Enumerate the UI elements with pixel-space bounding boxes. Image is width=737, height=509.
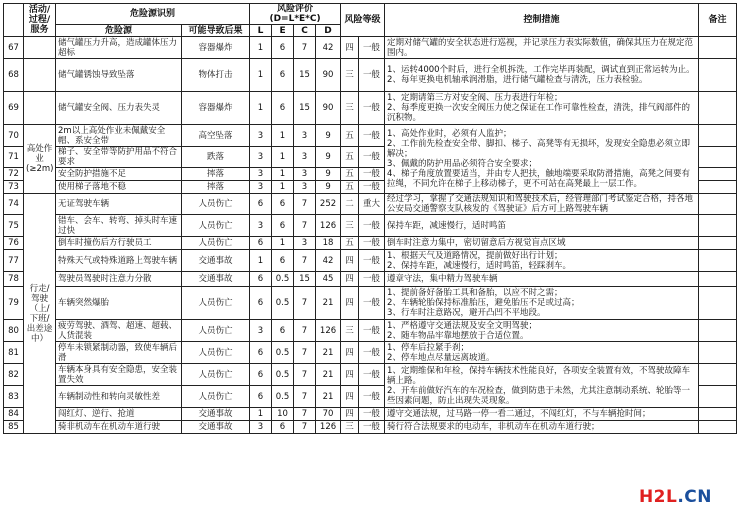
- hazard-cell: 闯红灯、逆行、抢道: [56, 408, 182, 421]
- row-number: 72: [4, 168, 24, 181]
- risk-grade: 五: [341, 237, 359, 250]
- risk-level: 一般: [359, 215, 385, 237]
- note-cell: [699, 181, 737, 194]
- control-measure: 遵章守法，集中精力驾驶车辆: [385, 272, 699, 287]
- C-value: 7: [294, 364, 316, 386]
- hazard-cell: 梯子、安全带等防护用品不符合要求: [56, 147, 182, 168]
- risk-grade: 五: [341, 168, 359, 181]
- row-number: 83: [4, 386, 24, 408]
- risk-grade: 三: [341, 59, 359, 92]
- header-C: C: [294, 25, 316, 37]
- C-value: 7: [294, 408, 316, 421]
- risk-level: 一般: [359, 272, 385, 287]
- hazard-cell: 车辆突然爆胎: [56, 287, 182, 320]
- row-number: 84: [4, 408, 24, 421]
- table-row: [4, 408, 737, 421]
- header-hazard: 危险源: [56, 25, 182, 37]
- L-value: 6: [250, 386, 272, 408]
- E-value: 6: [272, 250, 294, 272]
- consequence-cell: 跌落: [182, 147, 250, 168]
- note-cell: [699, 168, 737, 181]
- L-value: 6: [250, 194, 272, 215]
- L-value: 3: [250, 147, 272, 168]
- risk-level: 一般: [359, 320, 385, 342]
- control-measure: 经过学习，掌握了交通法规知识和驾驶技术后，经管理部门考试鉴定合格，持各地公安局交通警察支队核发的《驾驶证》后方可上路驾驶车辆: [385, 194, 699, 215]
- C-value: 15: [294, 92, 316, 125]
- note-cell: [699, 386, 737, 408]
- note-cell: [699, 237, 737, 250]
- activity-cell: [24, 59, 56, 92]
- L-value: 6: [250, 342, 272, 364]
- risk-level: 一般: [359, 125, 385, 147]
- activity-group-label: 高处作业(≥2m): [24, 125, 56, 194]
- risk-grade: 三: [341, 92, 359, 125]
- table-row: [4, 215, 737, 237]
- row-number: 79: [4, 287, 24, 320]
- header-no: [4, 4, 24, 37]
- L-value: 3: [250, 215, 272, 237]
- D-value: 252: [316, 194, 341, 215]
- C-value: 7: [294, 37, 316, 59]
- L-value: 1: [250, 92, 272, 125]
- C-value: 7: [294, 194, 316, 215]
- control-measure: 1、定期维保和年检，保持车辆技术性能良好，各项安全装置有效，不驾驶故障车辆上路。 2、开车前做好汽车的车况检查，做到防患于未然，尤其注意制动系统、轮胎等一些因素问题，防止出现失灵现象。: [385, 364, 699, 408]
- note-cell: [699, 125, 737, 147]
- control-measure: 1、高处作业时，必须有人监护； 2、工作前先检查安全带、脚扣、梯子、高凳等有无损坏，发现安全隐患必须立即解决； 3、佩戴的防护用品必须符合安全要求； 4、梯子角度放置要适当，并由专人把扶，触地端要采取防滑措施，高凳之间要有拉绳，不同允许在梯子上移动梯子，更不可站在高凳最上一层工作。: [385, 125, 699, 194]
- risk-grade: 四: [341, 287, 359, 320]
- consequence-cell: 人员伤亡: [182, 194, 250, 215]
- table-row: [4, 342, 737, 364]
- hazard-cell: 骑非机动车在机动车道行驶: [56, 421, 182, 434]
- C-value: 3: [294, 147, 316, 168]
- control-measure: 保持车距，减速慢行，适时鸣笛: [385, 215, 699, 237]
- D-value: 9: [316, 181, 341, 194]
- note-cell: [699, 408, 737, 421]
- header-L: L: [250, 25, 272, 37]
- consequence-cell: 容器爆炸: [182, 92, 250, 125]
- note-cell: [699, 215, 737, 237]
- row-number: 75: [4, 215, 24, 237]
- consequence-cell: 高空坠落: [182, 125, 250, 147]
- note-cell: [699, 320, 737, 342]
- D-value: 42: [316, 37, 341, 59]
- E-value: 0.5: [272, 287, 294, 320]
- E-value: 0.5: [272, 272, 294, 287]
- hazard-cell: 错车、会车、转弯、掉头时车速过快: [56, 215, 182, 237]
- L-value: 3: [250, 168, 272, 181]
- row-number: 82: [4, 364, 24, 386]
- risk-level: 一般: [359, 342, 385, 364]
- consequence-cell: 人员伤亡: [182, 287, 250, 320]
- consequence-cell: 摔落: [182, 181, 250, 194]
- header-level: 风险等级: [341, 4, 385, 37]
- D-value: 18: [316, 237, 341, 250]
- header-control: 控制措施: [385, 4, 699, 37]
- table-row: [4, 194, 737, 215]
- hazard-cell: 倒车时撞伤后方行驶员工: [56, 237, 182, 250]
- table-row: [4, 92, 737, 125]
- risk-level: 一般: [359, 421, 385, 434]
- D-value: 90: [316, 59, 341, 92]
- C-value: 7: [294, 421, 316, 434]
- note-cell: [699, 342, 737, 364]
- header-D: D: [316, 25, 341, 37]
- risk-grade: 四: [341, 408, 359, 421]
- hazard-cell: 停车未锁紧制动器，致使车辆后滑: [56, 342, 182, 364]
- header-activity: 活动/过程/服务: [24, 4, 56, 37]
- consequence-cell: 交通事故: [182, 421, 250, 434]
- header-hazard-id: 危险源识别: [56, 4, 250, 25]
- consequence-cell: 人员伤亡: [182, 215, 250, 237]
- D-value: 9: [316, 168, 341, 181]
- D-value: 42: [316, 250, 341, 272]
- D-value: 126: [316, 320, 341, 342]
- D-value: 126: [316, 215, 341, 237]
- E-value: 1: [272, 147, 294, 168]
- risk-level: 一般: [359, 408, 385, 421]
- risk-level: 一般: [359, 364, 385, 386]
- D-value: 21: [316, 287, 341, 320]
- row-number: 80: [4, 320, 24, 342]
- L-value: 6: [250, 272, 272, 287]
- D-value: 9: [316, 147, 341, 168]
- E-value: 6: [272, 194, 294, 215]
- control-measure: 1、定期请第三方对安全阀、压力表进行年检； 2、每季度更换一次安全阀压力使之保证在工作可靠性检查，清洗，排气阀部件的沉积物。: [385, 92, 699, 125]
- risk-grade: 三: [341, 215, 359, 237]
- L-value: 6: [250, 364, 272, 386]
- L-value: 3: [250, 421, 272, 434]
- note-cell: [699, 194, 737, 215]
- E-value: 10: [272, 408, 294, 421]
- control-measure: 倒车时注意力集中，密切留意后方视觉盲点区域: [385, 237, 699, 250]
- note-cell: [699, 147, 737, 168]
- risk-register-sheet: [3, 3, 727, 434]
- C-value: 3: [294, 181, 316, 194]
- consequence-cell: 人员伤亡: [182, 386, 250, 408]
- E-value: 1: [272, 237, 294, 250]
- hazard-cell: 车辆制动性和转向灵敏性差: [56, 386, 182, 408]
- C-value: 3: [294, 237, 316, 250]
- L-value: 6: [250, 287, 272, 320]
- risk-grade: 五: [341, 125, 359, 147]
- header-note: 备注: [699, 4, 737, 37]
- risk-grade: 五: [341, 147, 359, 168]
- D-value: 90: [316, 92, 341, 125]
- E-value: 6: [272, 59, 294, 92]
- hazard-cell: 储气罐安全阀、压力表失灵: [56, 92, 182, 125]
- note-cell: [699, 59, 737, 92]
- table-row: [4, 272, 737, 287]
- risk-level: 一般: [359, 181, 385, 194]
- header-consequence: 可能导致后果: [182, 25, 250, 37]
- row-number: 76: [4, 237, 24, 250]
- risk-grade: 三: [341, 320, 359, 342]
- L-value: 1: [250, 250, 272, 272]
- risk-grade: 四: [341, 342, 359, 364]
- L-value: 1: [250, 408, 272, 421]
- D-value: 70: [316, 408, 341, 421]
- L-value: 6: [250, 237, 272, 250]
- row-number: 71: [4, 147, 24, 168]
- E-value: 6: [272, 92, 294, 125]
- risk-level: 一般: [359, 37, 385, 59]
- table-row: [4, 125, 737, 147]
- hazard-cell: 2m以上高处作业未佩戴安全帽、系安全带: [56, 125, 182, 147]
- row-number: 74: [4, 194, 24, 215]
- risk-grade: 二: [341, 194, 359, 215]
- hazard-cell: 特殊天气或特殊道路上驾驶车辆: [56, 250, 182, 272]
- C-value: 7: [294, 250, 316, 272]
- note-cell: [699, 421, 737, 434]
- consequence-cell: 人员伤亡: [182, 342, 250, 364]
- note-cell: [699, 92, 737, 125]
- note-cell: [699, 287, 737, 320]
- risk-level: 一般: [359, 386, 385, 408]
- risk-level: 一般: [359, 287, 385, 320]
- risk-grade: 四: [341, 37, 359, 59]
- consequence-cell: 人员伤亡: [182, 320, 250, 342]
- watermark-logo: H2L.CN: [638, 487, 712, 507]
- risk-grade: 四: [341, 250, 359, 272]
- table-row: [4, 37, 737, 59]
- L-value: 3: [250, 181, 272, 194]
- control-measure: 骑行符合法规要求的电动车，非机动车在机动车道行驶；: [385, 421, 699, 434]
- L-value: 1: [250, 37, 272, 59]
- risk-level: 一般: [359, 237, 385, 250]
- E-value: 1: [272, 168, 294, 181]
- table-row: [4, 250, 737, 272]
- control-measure: 1、运转4000个时后，进行全机拆洗，工作完毕再装配，调试直到正常运转为止。 2、每年更换电机轴承润滑脂，进行储气罐检查与清洗，压力表检验。: [385, 59, 699, 92]
- C-value: 3: [294, 168, 316, 181]
- hazard-cell: 疲劳驾驶、酒驾、超速、超载、人货混装: [56, 320, 182, 342]
- activity-cell: [24, 92, 56, 125]
- row-number: 73: [4, 181, 24, 194]
- control-measure: 1、停车后拉紧手刹； 2、停车地点尽量远离坡道。: [385, 342, 699, 364]
- L-value: 3: [250, 125, 272, 147]
- table-row: [4, 237, 737, 250]
- C-value: 15: [294, 272, 316, 287]
- activity-cell: [24, 37, 56, 59]
- hazard-cell: 安全防护措施不足: [56, 168, 182, 181]
- header-risk-eval: 风险评价(D=L*E*C): [250, 4, 341, 25]
- C-value: 3: [294, 125, 316, 147]
- E-value: 6: [272, 320, 294, 342]
- table-row: [4, 320, 737, 342]
- activity-group-label: 行走/驾驶（上/下班/出差途中）: [24, 194, 56, 434]
- risk-level: 一般: [359, 250, 385, 272]
- E-value: 6: [272, 215, 294, 237]
- note-cell: [699, 37, 737, 59]
- consequence-cell: 交通事故: [182, 272, 250, 287]
- note-cell: [699, 250, 737, 272]
- D-value: 21: [316, 342, 341, 364]
- consequence-cell: 容器爆炸: [182, 37, 250, 59]
- D-value: 9: [316, 125, 341, 147]
- D-value: 126: [316, 421, 341, 434]
- risk-grade: 四: [341, 386, 359, 408]
- table-row: [4, 287, 737, 320]
- risk-grade: 五: [341, 181, 359, 194]
- row-number: 70: [4, 125, 24, 147]
- hazard-cell: 无证驾驶车辆: [56, 194, 182, 215]
- C-value: 15: [294, 59, 316, 92]
- risk-table: [3, 3, 737, 434]
- D-value: 21: [316, 386, 341, 408]
- row-number: 77: [4, 250, 24, 272]
- risk-level: 一般: [359, 168, 385, 181]
- row-number: 85: [4, 421, 24, 434]
- hazard-cell: 储气罐锈蚀导致坠落: [56, 59, 182, 92]
- D-value: 21: [316, 364, 341, 386]
- D-value: 45: [316, 272, 341, 287]
- C-value: 7: [294, 215, 316, 237]
- table-row: [4, 364, 737, 386]
- E-value: 1: [272, 181, 294, 194]
- E-value: 0.5: [272, 342, 294, 364]
- hazard-cell: 驾驶员驾驶时注意力分散: [56, 272, 182, 287]
- row-number: 67: [4, 37, 24, 59]
- control-measure: 1、根据天气及道路情况，提前做好出行计划； 2、保持车距，减速慢行，适时鸣笛，轻踩刹车。: [385, 250, 699, 272]
- note-cell: [699, 364, 737, 386]
- hazard-cell: 储气罐压力升高，造成罐体压力超标: [56, 37, 182, 59]
- row-number: 78: [4, 272, 24, 287]
- header-E: E: [272, 25, 294, 37]
- row-number: 69: [4, 92, 24, 125]
- C-value: 7: [294, 342, 316, 364]
- L-value: 1: [250, 59, 272, 92]
- consequence-cell: 交通事故: [182, 408, 250, 421]
- C-value: 7: [294, 386, 316, 408]
- risk-level: 一般: [359, 92, 385, 125]
- table-row: [4, 421, 737, 434]
- E-value: 6: [272, 37, 294, 59]
- row-number: 81: [4, 342, 24, 364]
- L-value: 3: [250, 320, 272, 342]
- E-value: 0.5: [272, 386, 294, 408]
- hazard-cell: 使用梯子落地不稳: [56, 181, 182, 194]
- consequence-cell: 交通事故: [182, 250, 250, 272]
- control-measure: 定期对储气罐的安全状态进行巡视，并记录压力表实际数值，确保其压力在规定范围内。: [385, 37, 699, 59]
- note-cell: [699, 272, 737, 287]
- E-value: 0.5: [272, 364, 294, 386]
- risk-level: 一般: [359, 59, 385, 92]
- hazard-cell: 车辆本身具有安全隐患，安全装置失效: [56, 364, 182, 386]
- risk-grade: 三: [341, 421, 359, 434]
- control-measure: 1、严格遵守交通法规及安全文明驾驶； 2、随车物品牢靠地摆放于合适位置。: [385, 320, 699, 342]
- row-number: 68: [4, 59, 24, 92]
- consequence-cell: 人员伤亡: [182, 364, 250, 386]
- C-value: 7: [294, 287, 316, 320]
- consequence-cell: 物体打击: [182, 59, 250, 92]
- table-row: [4, 59, 737, 92]
- risk-level: 重大: [359, 194, 385, 215]
- E-value: 6: [272, 421, 294, 434]
- control-measure: 遵守交通法规，过马路一停一看二通过，不闯红灯，不与车辆抢时间；: [385, 408, 699, 421]
- consequence-cell: 摔落: [182, 168, 250, 181]
- risk-level: 一般: [359, 147, 385, 168]
- risk-grade: 四: [341, 364, 359, 386]
- consequence-cell: 人员伤亡: [182, 237, 250, 250]
- E-value: 1: [272, 125, 294, 147]
- control-measure: 1、提前备好备胎工具和备胎，以应不时之需； 2、车辆轮胎保持标准胎压，避免胎压不足或过高； 3、行车时注意路况，避开凸凹不平地段。: [385, 287, 699, 320]
- risk-grade: 四: [341, 272, 359, 287]
- C-value: 7: [294, 320, 316, 342]
